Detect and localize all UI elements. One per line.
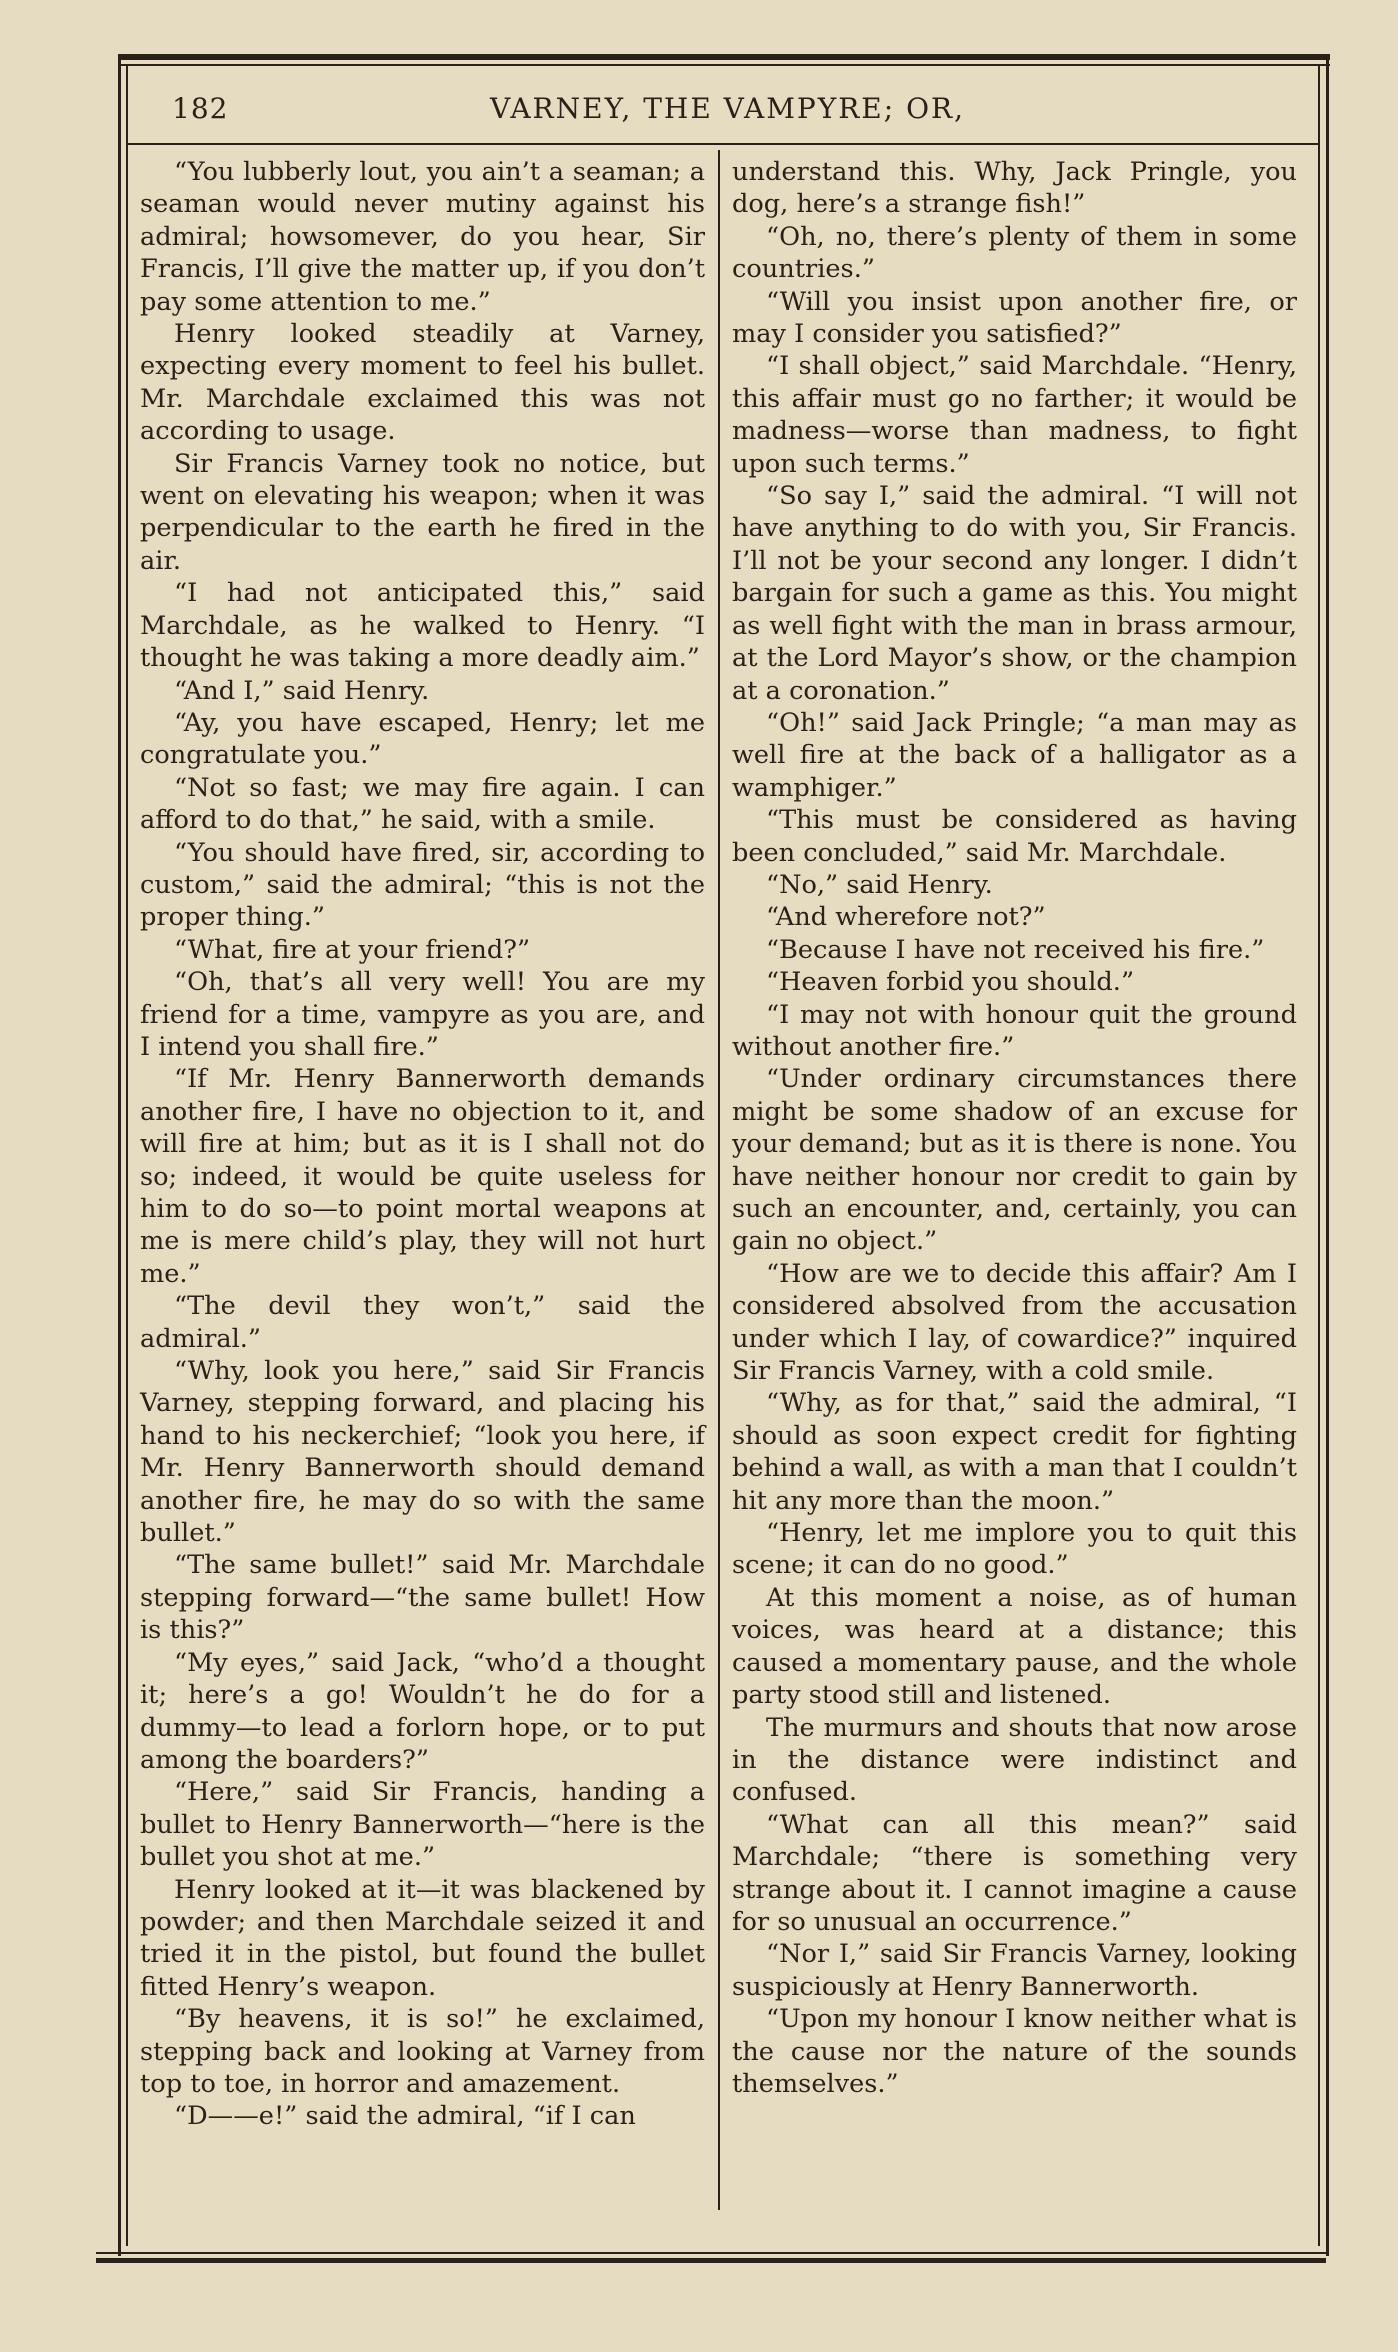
paragraph: “I had not anticipated this,” said Marchdale, as he walked to Henry. “I thought he was taking a more deadly aim.”	[140, 578, 705, 674]
paragraph: “Will you insist upon another fire, or may I consider you satisfied?”	[732, 286, 1297, 350]
paragraph: “D——e!” said the admiral, “if I can	[174, 2101, 636, 2132]
paragraph: “What can all this mean?” said Marchdale; “there is something very strange about it. I cannot imagine a cause for so unusual an occurrence.”	[732, 1809, 1297, 1937]
paragraph: “My eyes,” said Jack, “who’d a thought it; here’s a go! Wouldn’t he do for a dummy—to lead a forlorn hope, or to put among the boarders?”	[140, 1647, 705, 1775]
paragraph: “Nor I,” said Sir Francis Varney, looking suspiciously at Henry Bannerworth.	[732, 1939, 1297, 2002]
bottom-border-rule-thick	[96, 2258, 1326, 2263]
paragraph: “I may not with honour quit the ground without another fire.”	[732, 999, 1297, 1062]
paragraph: Henry looked steadily at Varney, expecting every moment to feel his bullet. Mr. Marchdale exclaimed this was not according to usage.	[140, 319, 705, 447]
left-text-column	[140, 156, 705, 2133]
paragraph: “How are we to decide this affair? Am I considered absolved from the accusation under which I lay, of cowardice?” inquired Sir Francis Varney, with a cold smile.	[732, 1258, 1297, 1387]
paragraph: “The same bullet!” said Mr. Marchdale stepping forward—“the same bullet! How is this?”	[140, 1550, 705, 1646]
frame-left-rule-outer	[118, 56, 121, 2256]
paragraph: “You lubberly lout, you ain’t a seaman; a seaman would never mutiny against his admiral; howsomever, do you hear, Sir Francis, I’ll give the matter up, if you don’t pay some attention to me.”	[140, 157, 705, 317]
paragraph: “Ay, you have escaped, Henry; let me congratulate you.”	[140, 707, 705, 771]
continued-paragraph: understand this. Why, Jack Pringle, you dog, here’s a strange fish!”	[732, 157, 1297, 220]
paragraph: “If Mr. Henry Bannerworth demands another fire, I have no objection to it, and will fire at him; but as it is I shall not do so; indeed, it would be quite useless for him to do so—to point mortal weapons at me is mere child’s play, they will not hurt me.”	[140, 1064, 705, 1289]
paragraph: “Upon my honour I know neither what is the cause nor the nature of the sounds themselves.”	[732, 2004, 1297, 2099]
paragraph: “Because I have not received his fire.”	[766, 934, 1265, 965]
page-number: 182	[172, 92, 229, 125]
paragraph: “By heavens, it is so!” he exclaimed, stepping back and looking at Varney from top to toe, in horror and amazement.	[140, 2004, 705, 2099]
paragraph: “Oh!” said Jack Pringle; “a man may as well fire at the back of a halligator as a wamphiger.”	[732, 707, 1297, 803]
paragraph: “Under ordinary circumstances there might be some shadow of an excuse for your demand; but as it is there is none. You have neither honour nor credit to gain by such an encounter, and, certainly, you can gain no object.”	[732, 1064, 1297, 1257]
frame-left-rule-inner	[126, 66, 128, 2246]
paragraph: “You should have fired, sir, according to custom,” said the admiral; “this is not the proper thing.”	[140, 837, 705, 933]
page-header	[170, 92, 1320, 132]
running-head: VARNEY, THE VAMPYRE; OR,	[490, 92, 965, 125]
paragraph: “Heaven forbid you should.”	[766, 967, 1135, 998]
paragraph: “And I,” said Henry.	[174, 675, 430, 706]
paragraph: “Henry, let me implore you to quit this scene; it can do no good.”	[732, 1518, 1297, 1581]
paragraph: “Why, as for that,” said the admiral, “I should as soon expect credit for fighting behind a wall, as with a man that I couldn’t hit any more than the moon.”	[732, 1388, 1297, 1516]
right-text-column	[732, 156, 1297, 2100]
paragraph: “Why, look you here,” said Sir Francis Varney, stepping forward, and placing his hand to his neckerchief; “look you here, if Mr. Henry Bannerworth should demand another fire, he may do so with the same bullet.”	[140, 1356, 705, 1549]
top-border-rule-thin	[118, 64, 1330, 66]
paragraph: “Oh, no, there’s plenty of them in some countries.”	[732, 221, 1297, 285]
paragraph: “This must be considered as having been concluded,” said Mr. Marchdale.	[732, 805, 1297, 868]
paragraph: Henry looked at it—it was blackened by powder; and then Marchdale seized it and tried it in the pistol, but found the bullet fitted Henry’s weapon.	[140, 1874, 705, 2002]
frame-right-rule-inner	[1318, 66, 1320, 2246]
column-divider-rule	[718, 150, 720, 2210]
paragraph: “I shall object,” said Marchdale. “Henry, this affair must go no farther; it would be madness—worse than madness, to fight upon such terms.”	[732, 351, 1297, 479]
paragraph: “The devil they won’t,” said the admiral.”	[140, 1291, 705, 1354]
paragraph: “And wherefore not?”	[766, 902, 1046, 933]
paragraph: “Oh, that’s all very well! You are my friend for a time, vampyre as you are, and I intend you shall fire.”	[140, 967, 705, 1062]
paragraph: At this moment a noise, as of human voices, was heard at a distance; this caused a momentary pause, and the whole party stood still and listened.	[732, 1582, 1297, 1711]
paragraph: The murmurs and shouts that now arose in the distance were indistinct and confused.	[732, 1712, 1297, 1808]
paragraph: “What, fire at your friend?”	[174, 934, 531, 965]
frame-right-rule-outer	[1326, 56, 1329, 2256]
paragraph: “So say I,” said the admiral. “I will not have anything to do with you, Sir Francis. I’ll not be your second any longer. I didn’t bargain for such a game as this. You might as well fight with the man in brass armour, at the Lord Mayor’s show, or the champion at a coronation.”	[732, 481, 1297, 706]
header-rule	[128, 143, 1318, 145]
paragraph: “Not so fast; we may fire again. I can afford to do that,” he said, with a smile.	[140, 772, 705, 836]
paragraph: “Here,” said Sir Francis, handing a bullet to Henry Bannerworth—“here is the bullet you shot at me.”	[140, 1777, 705, 1873]
paragraph: “No,” said Henry.	[766, 869, 993, 900]
top-border-rule-thick	[118, 54, 1330, 60]
paragraph: Sir Francis Varney took no notice, but went on elevating his weapon; when it was perpendicular to the earth he fired in the air.	[140, 448, 705, 576]
bottom-border-rule-thin	[96, 2252, 1326, 2254]
